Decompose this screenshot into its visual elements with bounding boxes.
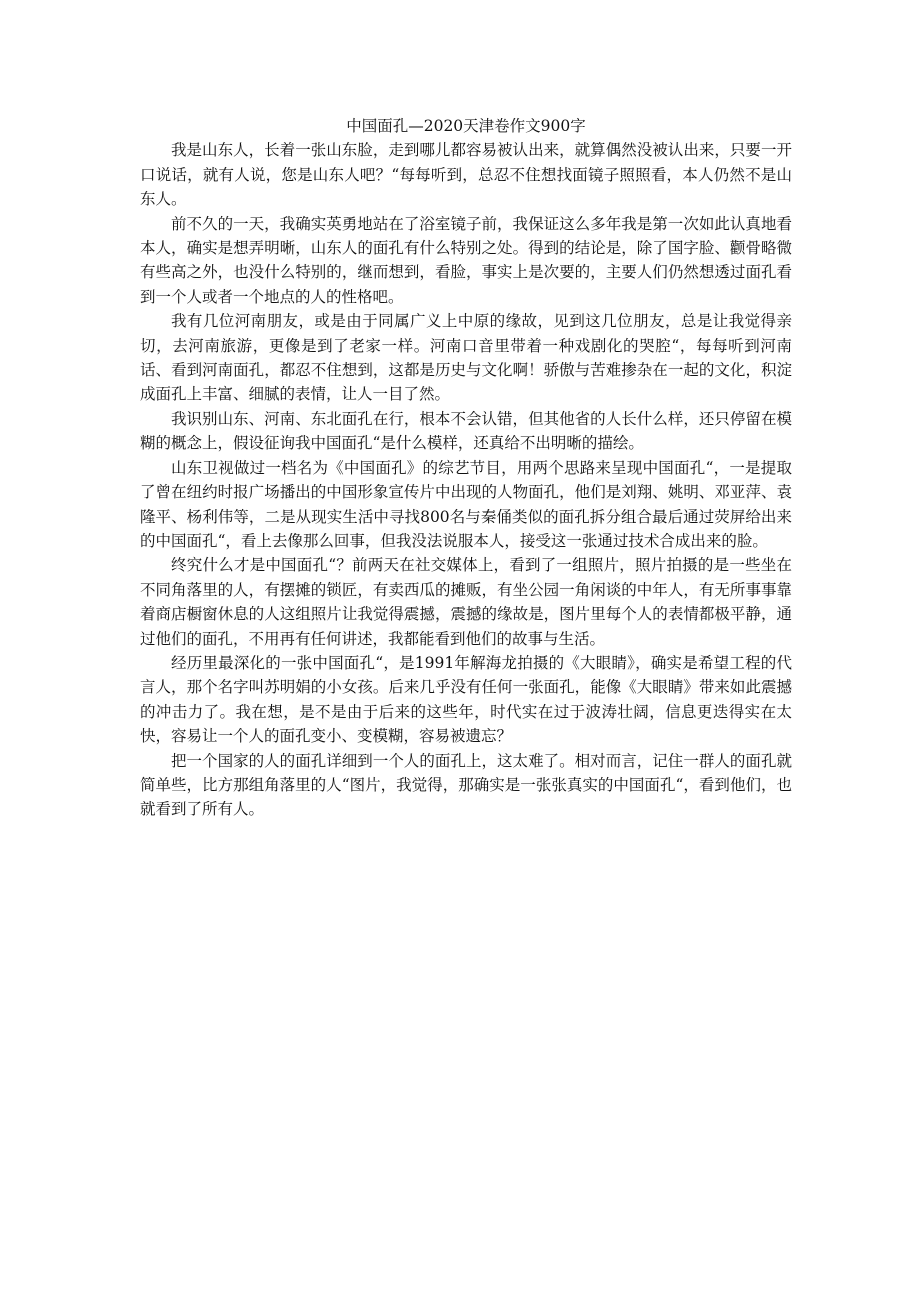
paragraph-1: 我是山东人，长着一张山东脸，走到哪儿都容易被认出来，就算偶然没被认出来，只要一开口说话，就有人说，您是山东人吧？“每每听到，总忍不住想找面镜子照照看，本人仍然不是山东人。 — [140, 141, 792, 209]
paragraph-7: 经历里最深化的一张中国面孔“，是1991年解海龙拍摄的《大眼睛》，确实是希望工程的代言人，那个名字叫苏明娟的小女孩。后来几乎没有任何一张面孔，能像《大眼睛》带来如此震撼的冲击力了。我在想，是不是由于后来的这些年，时代实在过于波涛壮阔，信息更迭得实在太快，容易让一个人的面孔变小、变模糊，容易被遗忘？ — [140, 653, 792, 746]
paragraph-2: 前不久的一天，我确实英勇地站在了浴室镜子前，我保证这么多年我是第一次如此认真地看本人，确实是想弄明晰，山东人的面孔有什么特别之处。得到的结论是，除了国字脸、颧骨略微有些高之外，也没什么特别的，继而想到，看脸，事实上是次要的，主要人们仍然想透过面孔看到一个人或者一个地点的人的性格吧。 — [140, 214, 792, 306]
paragraph-6: 终究什么才是中国面孔“？前两天在社交媒体上，看到了一组照片，照片拍摄的是一些坐在不同角落里的人，有摆摊的锁匠，有卖西瓜的摊贩，有坐公园一角闲谈的中年人，有无所事事靠着商店橱窗休息的人这组照片让我觉得震撼，震撼的缘故是，图片里每个人的表情都极平静，通过他们的面孔，不用再有任何讲述，我都能看到他们的故事与生活。 — [140, 556, 792, 648]
document-title: 中国面孔—2020天津卷作文900字 — [346, 117, 586, 135]
paragraph-3: 我有几位河南朋友，或是由于同属广义上中原的缘故，见到这几位朋友，总是让我觉得亲切，去河南旅游，更像是到了老家一样。河南口音里带着一种戏剧化的哭腔“，每每听到河南话、看到河南面孔，都忍不住想到，这都是历史与文化啊！骄傲与苦难掺杂在一起的文化，积淀成面孔上丰富、细腻的表情，让人一目了然。 — [140, 312, 792, 404]
paragraph-8: 把一个国家的人的面孔详细到一个人的面孔上，这太难了。相对而言，记住一群人的面孔就简单些，比方那组角落里的人“图片，我觉得，那确实是一张张真实的中国面孔“，看到他们，也就看到了所有人。 — [140, 751, 792, 819]
document-body — [140, 114, 792, 822]
paragraph-4: 我识别山东、河南、东北面孔在行，根本不会认错，但其他省的人长什么样，还只停留在模糊的概念上，假设征询我中国面孔“是什么模样，还真给不出明晰的描绘。 — [140, 409, 792, 453]
paragraph-5: 山东卫视做过一档名为《中国面孔》的综艺节目，用两个思路来呈现中国面孔“，一是提取了曾在纽约时报广场播出的中国形象宣传片中出现的人物面孔，他们是刘翔、姚明、邓亚萍、袁隆平、杨利伟等，二是从现实生活中寻找800名与秦俑类似的面孔拆分组合最后通过荧屏给出来的中国面孔“，看上去像那么回事，但我没法说服本人，接受这一张通过技术合成出来的脸。 — [140, 458, 792, 550]
